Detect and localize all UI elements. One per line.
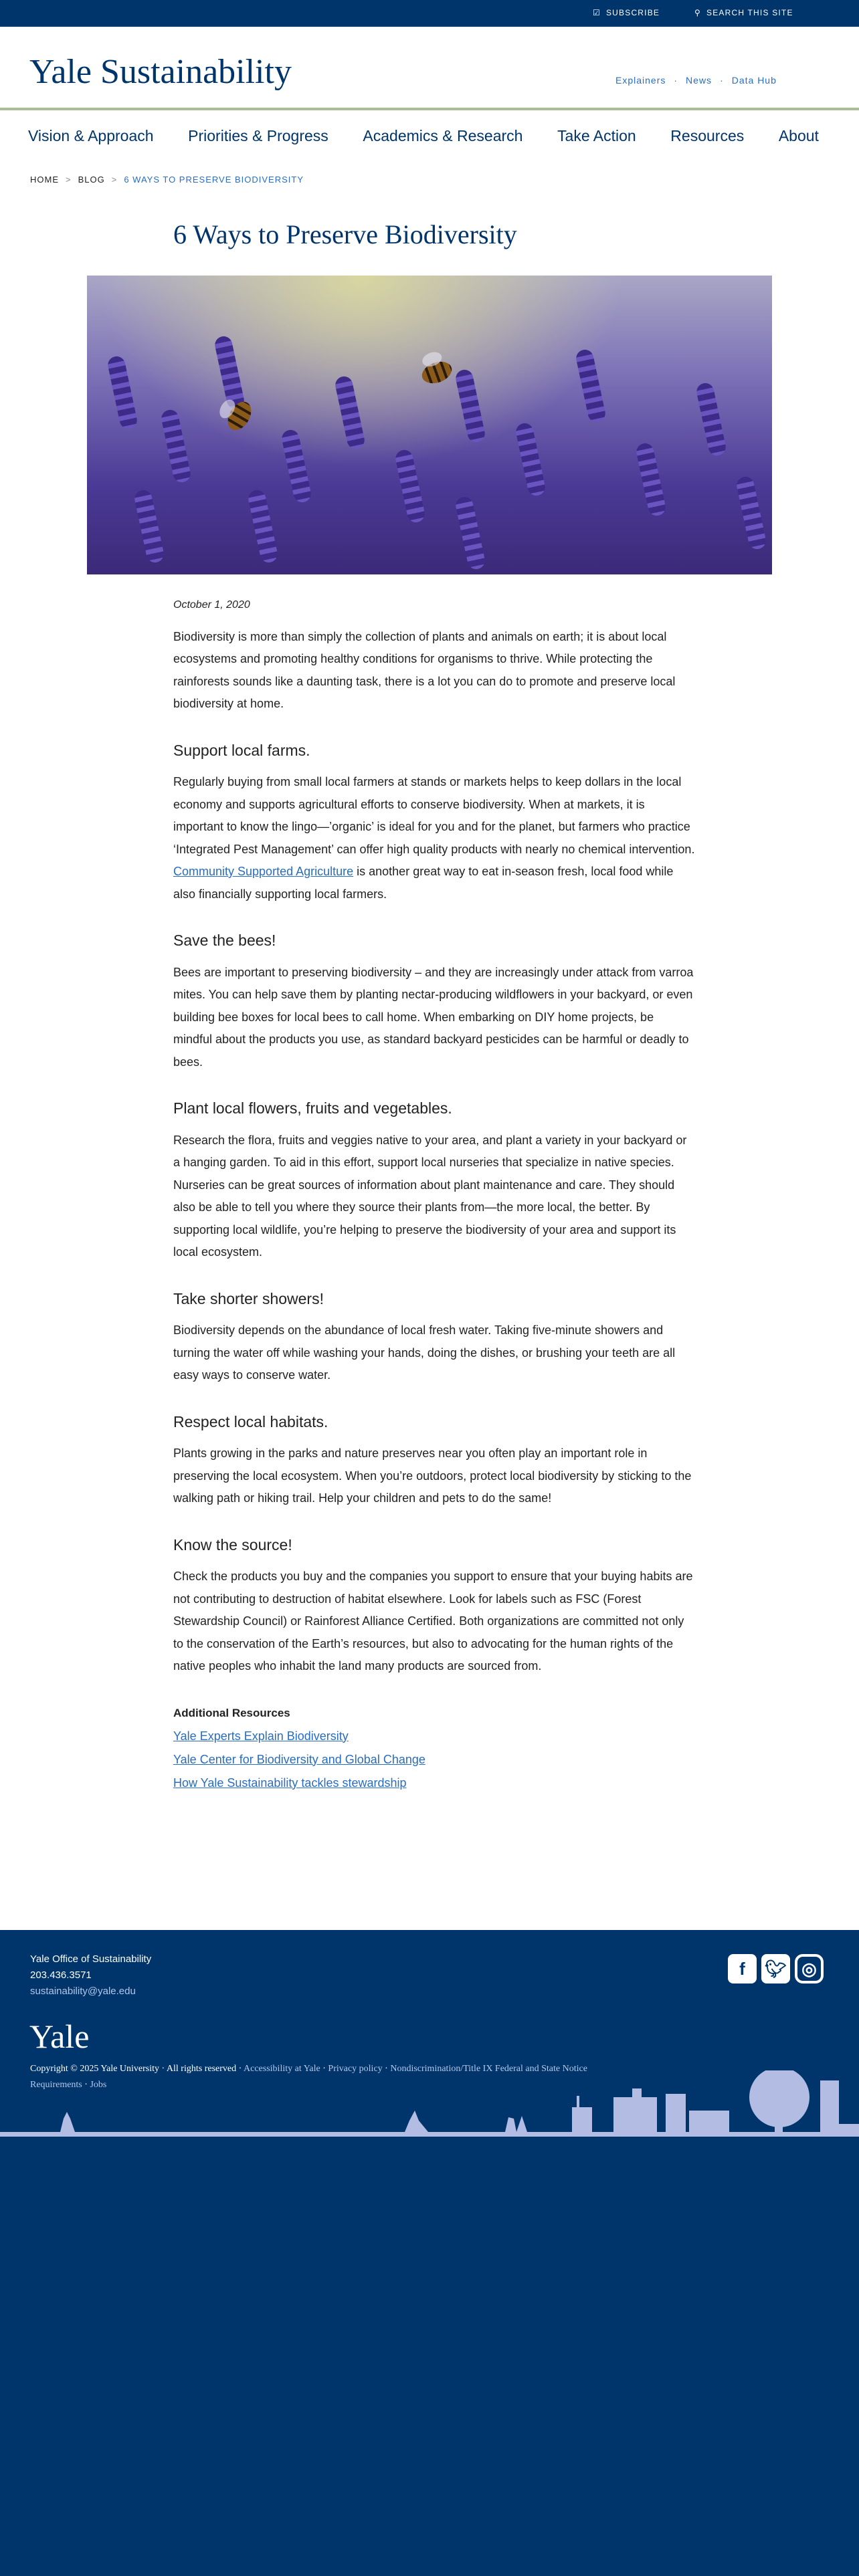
bee [223, 398, 256, 435]
site-title[interactable]: Yale Sustainability [29, 53, 292, 91]
twitter-icon[interactable]: 🐦︎ [761, 1954, 790, 1983]
intro-paragraph: Biodiversity is more than simply the collection of plants and animals on earth; it is about local ecosystems and promoting healthy conditions for organisms to thrive. While protecting the rainforests sounds like a daunting task, there is a lot you can do to promote and preserve local biodiversity at home. [173, 629, 676, 710]
office-info [30, 1951, 151, 2000]
text: Regularly buying from small local farmers at stands or markets helps to keep dollars in the local economy and supports agricultural efforts to conserve biodiversity. When at markets, it is important to know the lingo—’organic’ is ideal for you and for the planet, but farmers who practice ‘Integrated Pest Management’ can offer high quality products with nearly no chemical intervention. [173, 775, 695, 856]
nav-priorities[interactable]: Priorities & Progress [188, 127, 328, 144]
resources-heading: Additional Resources [173, 1706, 290, 1719]
top-bar [0, 0, 859, 27]
nav-vision[interactable]: Vision & Approach [28, 127, 154, 144]
crumb-blog[interactable]: BLOG [78, 175, 105, 185]
post-date: October 1, 2020 [173, 599, 250, 611]
copyright: Copyright © 2025 Yale University · All rights reserved · Accessibility at Yale · Privacy policy · Nondiscrimination/Title IX Federal and State Notice Requirements · Jobs [30, 2064, 587, 2090]
subscribe-label: SUBSCRIBE [605, 8, 660, 17]
yale-logo[interactable]: Yale [29, 2018, 90, 2055]
section-heading: Take shorter showers! [173, 1289, 324, 1307]
search-link[interactable] [694, 8, 793, 17]
csa-link[interactable]: Community Supported Agriculture [173, 865, 354, 878]
privacy-link[interactable]: Privacy policy [328, 2064, 383, 2074]
crumb-current: 6 WAYS TO PRESERVE BIODIVERSITY [124, 175, 304, 185]
page-title: 6 Ways to Preserve Biodiversity [173, 219, 517, 249]
section-heading: Support local farms. [173, 741, 310, 759]
nav-about[interactable]: About [778, 127, 819, 144]
divider [0, 108, 859, 110]
section-paragraph: Biodiversity depends on the abundance of local fresh water. Taking five-minute showers and turning the water off while washing your hands, doing the dishes, or brushing your teeth are all easy ways to conserve water. [173, 1323, 676, 1382]
section-heading: Know the source! [173, 1535, 292, 1553]
crumb-home[interactable]: HOME [30, 175, 59, 185]
office-phone: 203.436.3571 [30, 1969, 92, 1981]
subscribe-link[interactable] [593, 8, 660, 17]
accessibility-link[interactable]: Accessibility at Yale [244, 2064, 320, 2074]
hero-image-lavender-bees [87, 276, 772, 574]
utility-nav: Explainers · News · Data Hub [615, 75, 777, 86]
section-paragraph: Check the products you buy and the companies you support to ensure that your buying habits are not contributing to destruction of habitat elsewhere. Look for labels such as FSC (Forest Stewardship Council) or Rainforest Alliance Certified. Both organizations are committed not only to the conservation of the Earth’s resources, but also to advocating for the human rights of the native peoples who inhabit the land many products are sourced from. [173, 1570, 693, 1673]
social-links [728, 1954, 824, 1983]
util-explainers[interactable]: Explainers [615, 75, 666, 86]
section-heading: Save the bees! [173, 932, 276, 949]
section-heading: Plant local flowers, fruits and vegetables. [173, 1099, 452, 1117]
resource-link[interactable]: How Yale Sustainability tackles stewardship [173, 1776, 407, 1790]
search-icon: ⚲ [694, 8, 701, 17]
nondiscrimination-link[interactable]: Nondiscrimination/Title IX Federal and State Notice Requirements [30, 2064, 587, 2090]
article-body [173, 594, 695, 1795]
skyline-illustration [0, 2070, 859, 2137]
copyright-text: Copyright © 2025 Yale University · All rights reserved · [30, 2064, 242, 2074]
section-paragraph [173, 771, 695, 905]
text: is another great way to eat in-season fresh, local food while also financially supporting local farmers. [173, 865, 674, 901]
breadcrumb: HOME > BLOG > 6 WAYS TO PRESERVE BIODIVERSITY [30, 175, 304, 185]
bee [419, 358, 454, 387]
section-paragraph: Research the flora, fruits and veggies native to your area, and plant a variety in your backyard or a hanging garden. To aid in this effort, support local nurseries that specialize in native species. Nurseries can be great sources of information about plant maintenance and care. They should also be able to tell you where they source their plants from—the more local, the better. By supporting local wildlife, you’re helping to preserve the biodiversity of your area and support its local ecosystem. [173, 1133, 687, 1259]
office-email[interactable]: sustainability@yale.edu [30, 1985, 136, 1997]
instagram-icon[interactable]: ◎ [795, 1954, 824, 1983]
util-data-hub[interactable]: Data Hub [731, 75, 777, 86]
util-news[interactable]: News [686, 75, 712, 86]
checkbox-mail-icon: ☑ [593, 8, 601, 17]
nav-resources[interactable]: Resources [670, 127, 745, 144]
resource-link[interactable]: Yale Experts Explain Biodiversity [173, 1729, 349, 1743]
search-label: SEARCH THIS SITE [706, 8, 793, 17]
resource-link[interactable]: Yale Center for Biodiversity and Global Change [173, 1752, 425, 1766]
nav-academics[interactable]: Academics & Research [363, 127, 523, 144]
nav-take-action[interactable]: Take Action [557, 127, 636, 144]
section-paragraph: Plants growing in the parks and nature preserves near you often play an important role in preserving the local ecosystem. When you’re outdoors, protect local biodiversity by sticking to the walking path or hiking trail. Help your children and pets to do the same! [173, 1446, 692, 1505]
facebook-icon[interactable]: f [728, 1954, 757, 1983]
jobs-link[interactable]: Jobs [90, 2080, 107, 2090]
section-paragraph: Bees are important to preserving biodiversity – and they are increasingly under attack from varroa mites. You can help save them by planting nectar-producing wildflowers in your backyard, or even building bee boxes for local bees to call home. When embarking on DIY home projects, be mindful about the products you use, as standard backyard pesticides can be harmful or deadly to bees. [173, 965, 694, 1069]
office-name: Yale Office of Sustainability [30, 1953, 152, 1965]
section-heading: Respect local habitats. [173, 1412, 328, 1430]
main-nav [28, 127, 819, 145]
additional-resources [173, 1702, 695, 1795]
